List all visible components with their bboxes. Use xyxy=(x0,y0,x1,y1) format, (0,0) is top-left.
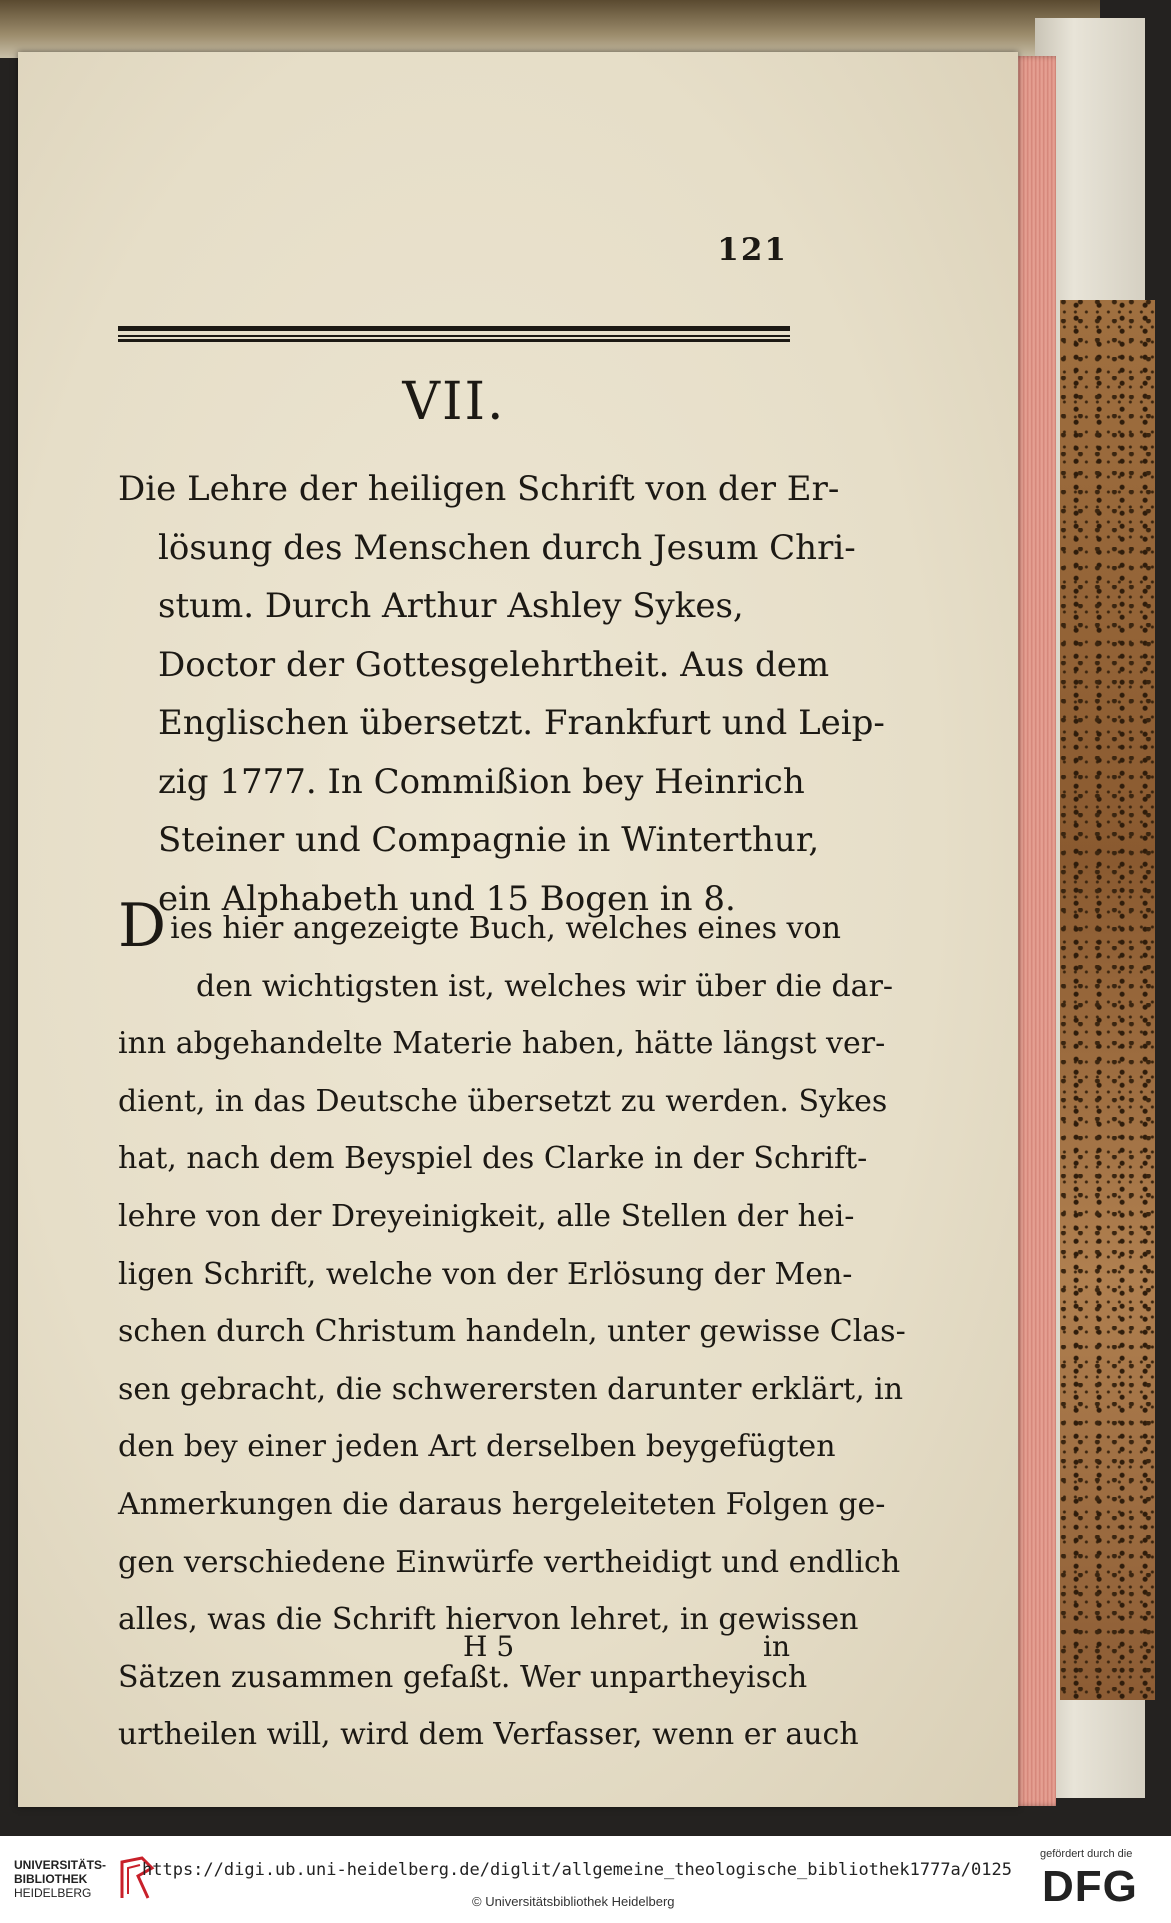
body-line: urtheilen will, wird dem Verfasser, wenn er auch xyxy=(118,1717,859,1753)
body-line: Anmerkungen die daraus hergeleiteten Folgen ge- xyxy=(118,1486,886,1522)
body-line: alles, was die Schrift hiervon lehret, in gewissen xyxy=(118,1602,859,1638)
book-cover-top xyxy=(0,0,1100,58)
title-line: Englischen übersetzt. Frankfurt und Leip- xyxy=(158,703,885,743)
drop-cap: D xyxy=(118,891,167,961)
page-number: 121 xyxy=(717,232,788,268)
body-line: den bey einer jeden Art derselben beygefügten xyxy=(118,1429,836,1465)
title-line: Die Lehre der heiligen Schrift von der Er- xyxy=(118,469,840,509)
title-line: lösung des Menschen durch Jesum Chri- xyxy=(158,527,856,568)
header-rule xyxy=(118,326,790,344)
funder-label: gefördert durch die xyxy=(1040,1848,1133,1860)
body-line: ligen Schrift, welche von der Erlösung der Men- xyxy=(118,1256,853,1292)
title-line: Steiner und Compagnie in Winterthur, xyxy=(158,820,820,860)
copyright-notice: © Universitätsbibliothek Heidelberg xyxy=(472,1894,675,1909)
catchword: in xyxy=(763,1630,790,1663)
signature-mark: H 5 xyxy=(463,1630,515,1663)
body-line: gen verschiedene Einwürfe vertheidigt und endlich xyxy=(118,1544,901,1580)
book-cover-marbled xyxy=(1060,300,1155,1700)
body-line: lehre von der Dreyeinigkeit, alle Stellen der hei- xyxy=(118,1198,855,1234)
viewer-footer-bar xyxy=(0,1836,1171,1923)
body-line: hat, nach dem Beyspiel des Clarke in der Schrift- xyxy=(118,1141,868,1177)
book-page xyxy=(18,52,1018,1807)
title-line: stum. Durch Arthur Ashley Sykes, xyxy=(158,586,744,626)
body-line: Dies hier angezeigte Buch, welches eines von xyxy=(118,891,841,961)
title-line: Doctor der Gottesgelehrtheit. Aus dem xyxy=(158,644,830,685)
dfg-logo[interactable]: DFG xyxy=(1042,1862,1138,1911)
title-line: zig 1777. In Commißion bey Heinrich xyxy=(158,761,805,802)
title-line: ein Alphabeth und 15 Bogen in 8. xyxy=(158,878,736,919)
permalink-url[interactable]: https://digi.ub.uni-heidelberg.de/diglit/allgemeine_theologische_bibliothek1777a/0125 xyxy=(142,1860,1012,1880)
body-line: den wichtigsten ist, welches wir über die dar- xyxy=(196,968,894,1004)
body-line: inn abgehandelte Materie haben, hätte längst ver- xyxy=(118,1026,886,1062)
body-line: schen durch Christum handeln, unter gewisse Clas- xyxy=(118,1314,906,1350)
chapter-number: VII. xyxy=(402,372,506,432)
body-line: dient, in das Deutsche übersetzt zu werden. Sykes xyxy=(118,1083,888,1119)
library-logo[interactable]: UNIVERSITÄTS- BIBLIOTHEK HEIDELBERG xyxy=(14,1858,107,1900)
body-line: Sätzen zusammen gefaßt. Wer unpartheyisch xyxy=(118,1659,808,1695)
body-line: sen gebracht, die schwerersten darunter erklärt, in xyxy=(118,1371,904,1407)
